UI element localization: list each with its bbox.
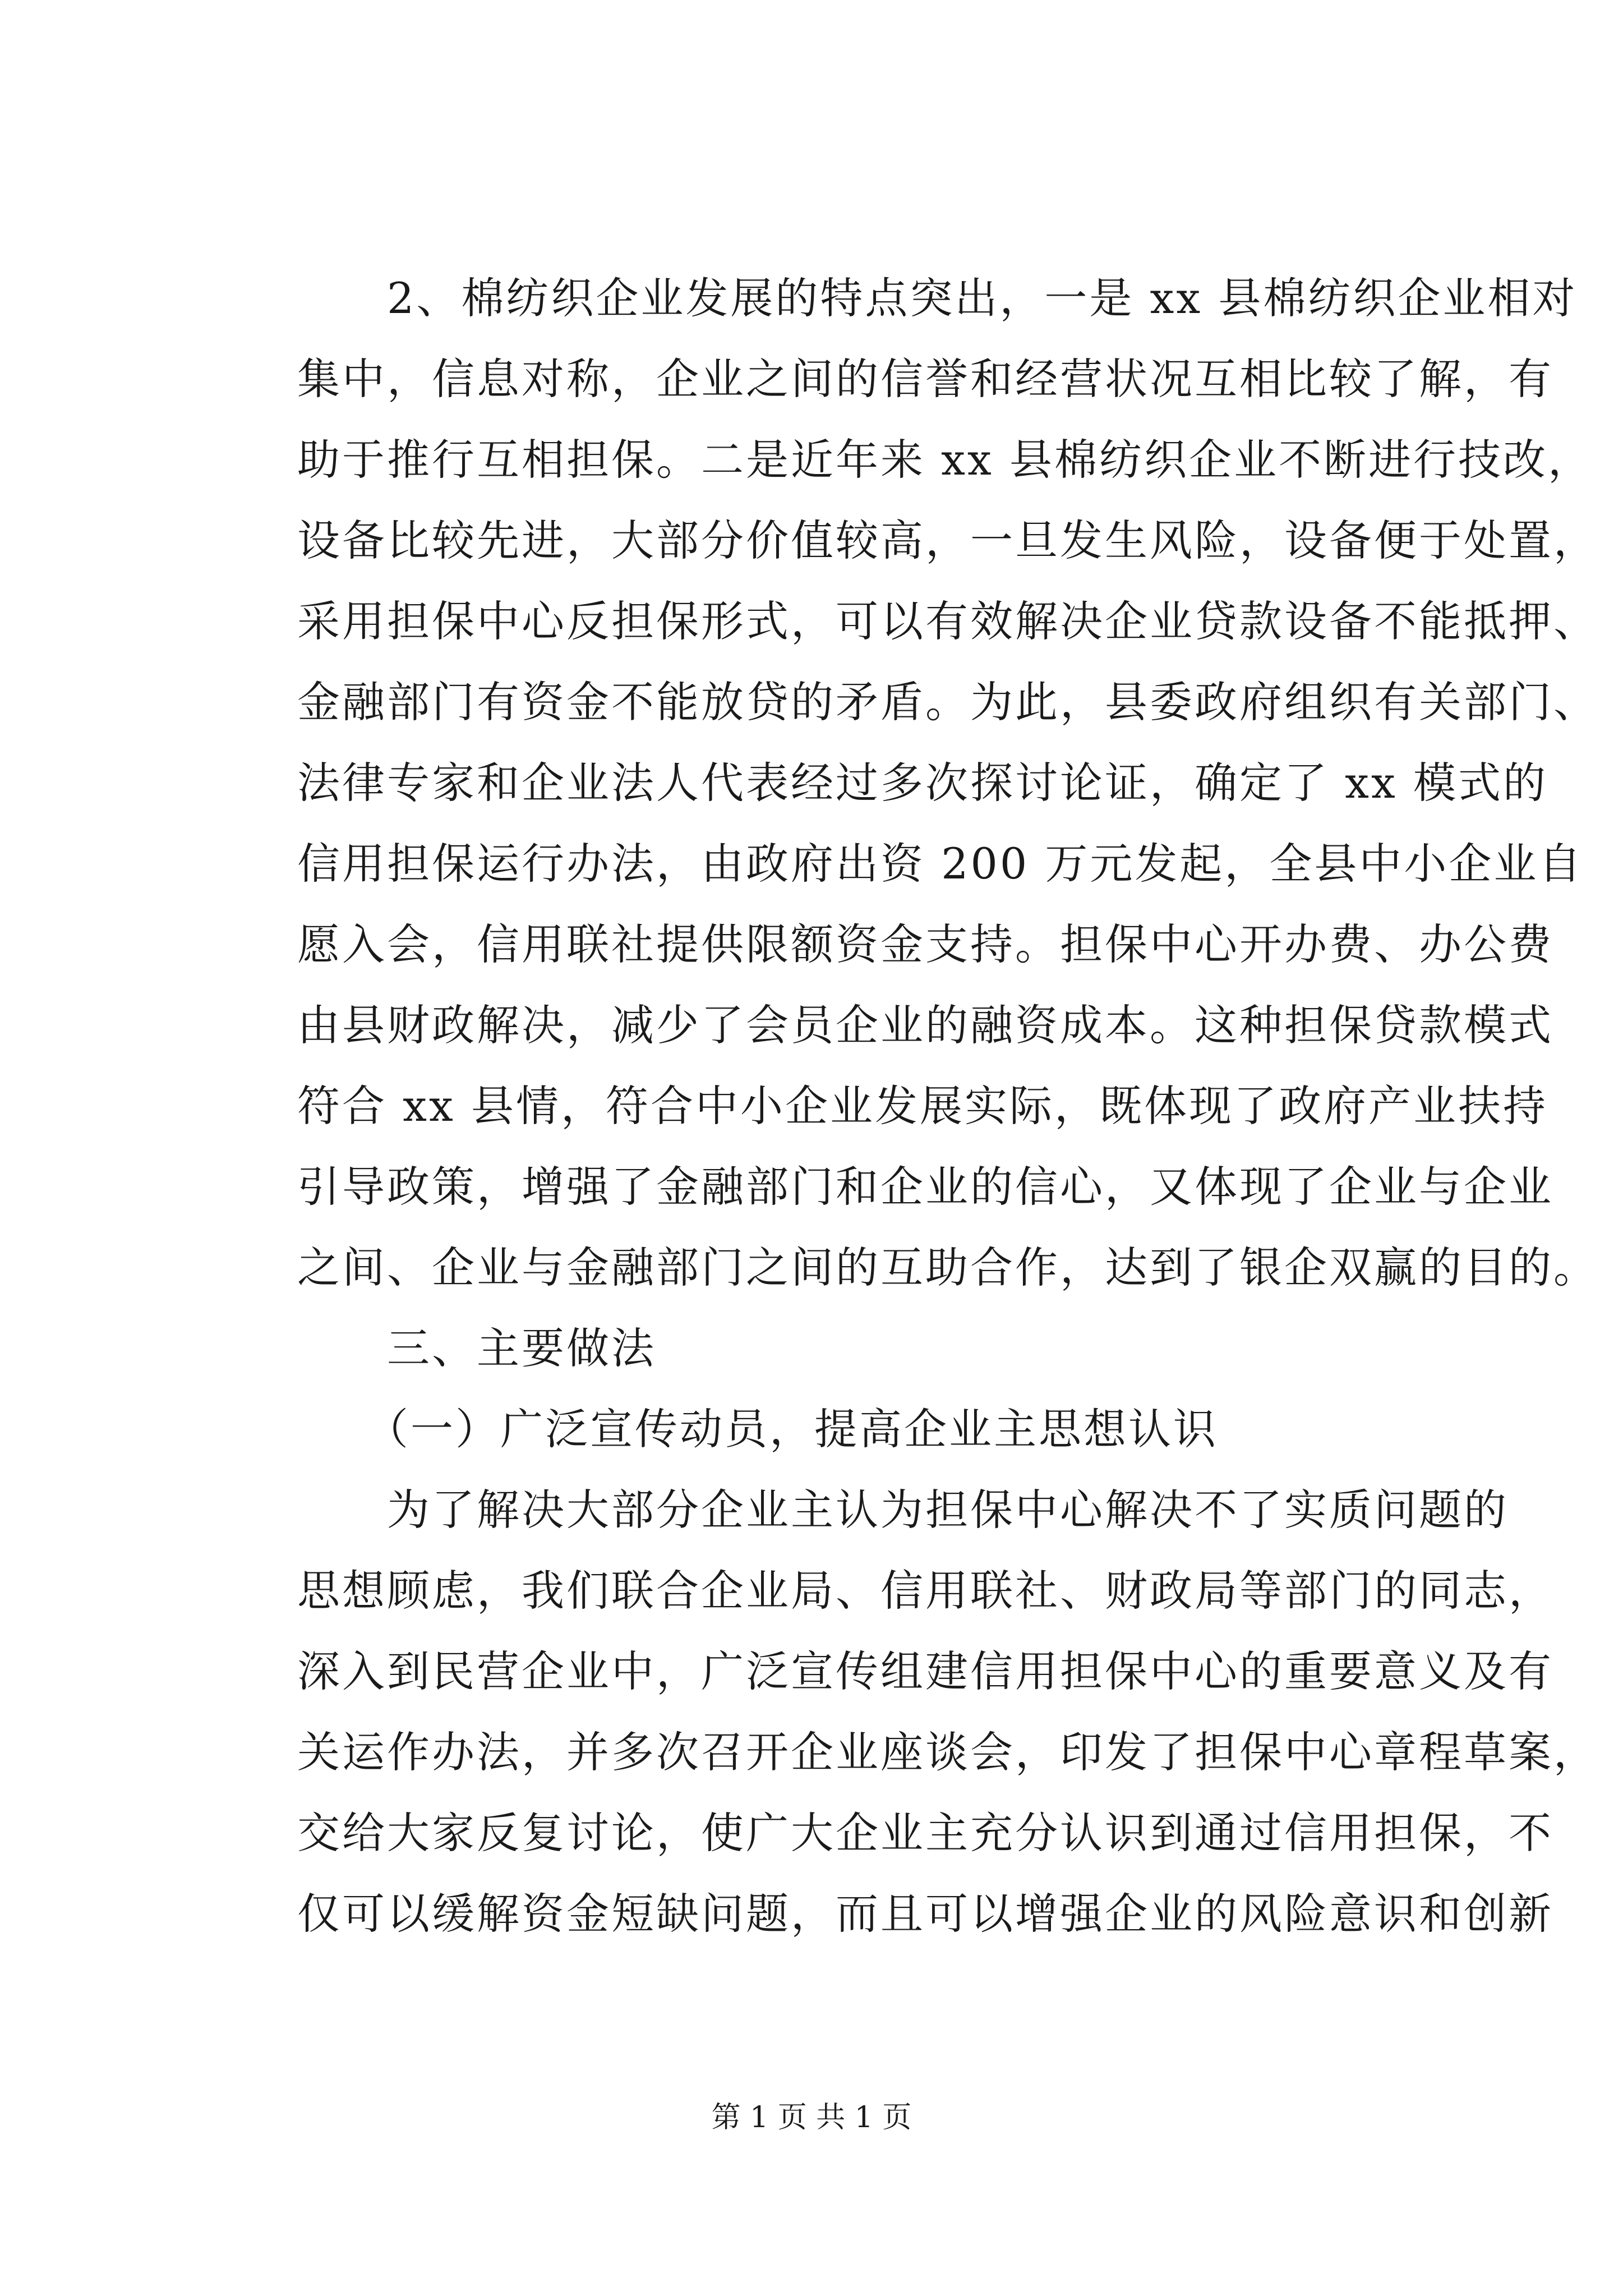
paragraph-line: 仅可以缓解资金短缺问题，而且可以增强企业的风险意识和创新 [297,1889,1553,1939]
section-heading: 三、主要做法 [297,1323,656,1373]
paragraph-line: 金融部门有资金不能放贷的矛盾。为此，县委政府组织有关部门、 [297,677,1598,727]
paragraph-line: 为了解决大部分企业主认为担保中心解决不了实质问题的 [297,1485,1509,1535]
paragraph-line: 之间、企业与金融部门之间的互助合作，达到了银企双赢的目的。 [297,1243,1598,1292]
paragraph-line: 法律专家和企业法人代表经过多次探讨论证，确定了 xx 模式的 [297,758,1548,808]
paragraph-line: 集中，信息对称，企业之间的信誉和经营状况互相比较了解，有 [297,354,1553,404]
paragraph-line: 深入到民营企业中，广泛宣传组建信用担保中心的重要意义及有 [297,1646,1553,1696]
page-footer: 第 1 页 共 1 页 [711,2101,912,2134]
subsection-heading: （一）广泛宣传动员，提高企业主思想认识 [297,1404,1218,1454]
paragraph-line: 由县财政解决，减少了会员企业的融资成本。这种担保贷款模式 [297,1000,1553,1050]
paragraph-line: 交给大家反复讨论，使广大企业主充分认识到通过信用担保，不 [297,1808,1553,1858]
paragraph-line: 思想顾虑，我们联合企业局、信用联社、财政局等部门的同志， [297,1566,1553,1616]
paragraph-line: 信用担保运行办法，由政府出资 200 万元发起，全县中小企业自 [297,839,1584,889]
paragraph-line: 2、棉纺织企业发展的特点突出，一是 xx 县棉纺织企业相对 [297,273,1578,323]
paragraph-line: 助于推行互相担保。二是近年来 xx 县棉纺织企业不断进行技改， [297,435,1593,485]
paragraph-line: 设备比较先进，大部分价值较高，一旦发生风险，设备便于处置， [297,516,1598,565]
paragraph-line: 愿入会，信用联社提供限额资金支持。担保中心开办费、办公费 [297,919,1553,969]
paragraph-line: 采用担保中心反担保形式，可以有效解决企业贷款设备不能抵押、 [297,596,1598,646]
paragraph-line: 关运作办法，并多次召开企业座谈会，印发了担保中心章程草案， [297,1727,1598,1777]
document-body [297,258,1598,1954]
paragraph-line: 引导政策，增强了金融部门和企业的信心，又体现了企业与企业 [297,1162,1553,1212]
paragraph-line: 符合 xx 县情，符合中小企业发展实际，既体现了政府产业扶持 [297,1081,1548,1131]
